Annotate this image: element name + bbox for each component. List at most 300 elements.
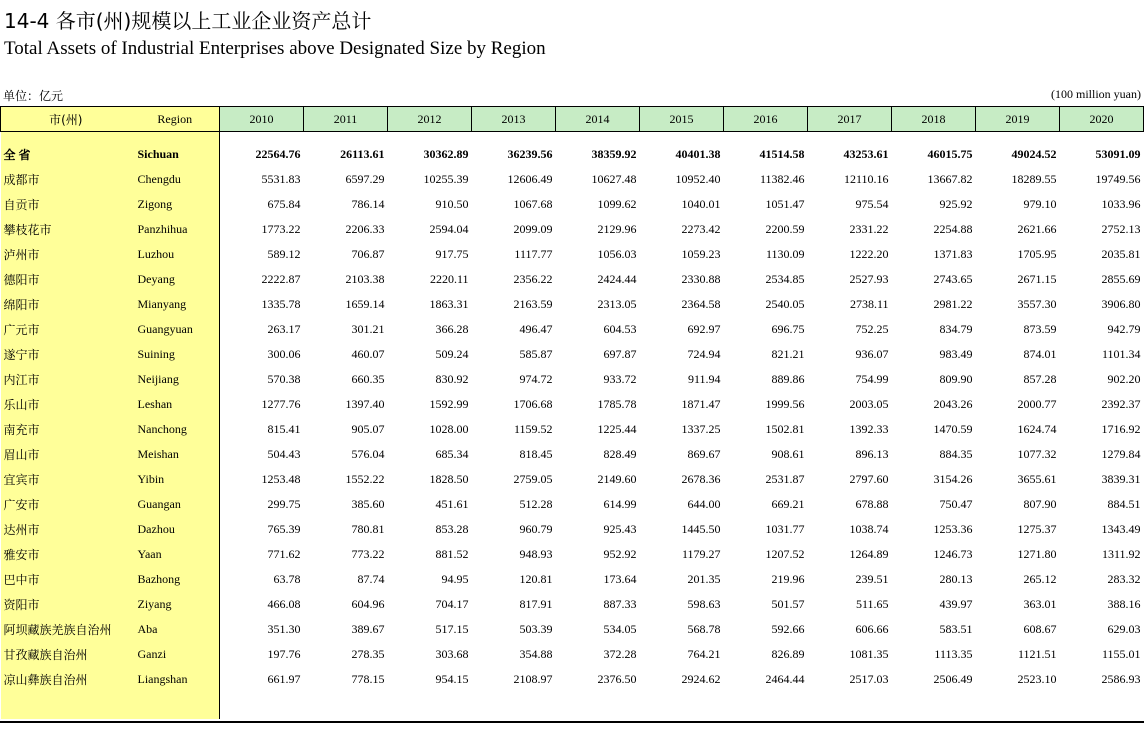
blank-cell xyxy=(220,692,304,719)
table-row xyxy=(1,217,1144,242)
cell-city: 达州市 xyxy=(1,517,131,542)
cell-value: 697.87 xyxy=(603,347,637,361)
cell-value: 3839.31 xyxy=(1101,472,1141,486)
blank-cell xyxy=(892,132,976,143)
cell-value: 576.04 xyxy=(351,447,385,461)
blank-cell xyxy=(892,692,976,719)
cell-value: 2220.11 xyxy=(429,272,469,286)
unit-label-en: (100 million yuan) xyxy=(1051,87,1141,101)
cell-city: 甘孜藏族自治州 xyxy=(1,642,131,667)
cell-value: 2200.59 xyxy=(765,222,805,236)
cell-value: 2797.60 xyxy=(849,472,889,486)
cell-value: 389.67 xyxy=(351,622,385,636)
table-row xyxy=(1,367,1144,392)
cell-value: 372.28 xyxy=(603,647,637,661)
cell-value: 925.43 xyxy=(603,522,637,536)
cell-value: 2540.05 xyxy=(765,297,805,311)
cell-city: 内江市 xyxy=(1,367,131,392)
cell-value: 773.22 xyxy=(351,547,385,561)
cell-value: 830.92 xyxy=(435,372,469,386)
column-header-year: 2010 xyxy=(220,107,304,132)
cell-value: 3154.26 xyxy=(933,472,973,486)
cell-value: 704.17 xyxy=(435,597,469,611)
cell-value: 18289.55 xyxy=(1011,172,1057,186)
cell-value: 2035.81 xyxy=(1101,247,1141,261)
cell-value: 496.47 xyxy=(519,322,553,336)
cell-value: 818.45 xyxy=(519,447,553,461)
cell-value: 2678.36 xyxy=(681,472,721,486)
table-bottom-rule xyxy=(0,721,1144,723)
cell-value: 43253.61 xyxy=(843,147,889,161)
cell-value: 1056.03 xyxy=(597,247,637,261)
blank-cell xyxy=(131,132,220,143)
cell-value: 1716.92 xyxy=(1101,422,1141,436)
cell-value: 2108.97 xyxy=(513,672,553,686)
blank-cell xyxy=(556,132,640,143)
column-header-city: 市(州) xyxy=(1,107,131,132)
cell-value: 936.07 xyxy=(855,347,889,361)
cell-value: 2003.05 xyxy=(849,397,889,411)
cell-value: 363.01 xyxy=(1023,597,1057,611)
cell-value: 1470.59 xyxy=(933,422,973,436)
cell-value: 466.08 xyxy=(267,597,301,611)
cell-value: 3906.80 xyxy=(1101,297,1141,311)
blank-cell xyxy=(724,692,808,719)
cell-value: 1502.81 xyxy=(765,422,805,436)
cell-value: 815.41 xyxy=(267,422,301,436)
cell-value: 1031.77 xyxy=(765,522,805,536)
table-row xyxy=(1,567,1144,592)
blank-cell xyxy=(808,132,892,143)
cell-value: 385.60 xyxy=(351,497,385,511)
cell-value: 2356.22 xyxy=(513,272,553,286)
cell-value: 2752.13 xyxy=(1101,222,1141,236)
cell-city: 绵阳市 xyxy=(1,292,131,317)
cell-value: 1159.52 xyxy=(513,422,553,436)
cell-city: 阿坝藏族羌族自治州 xyxy=(1,617,131,642)
cell-value: 764.21 xyxy=(687,647,721,661)
cell-value: 219.96 xyxy=(771,572,805,586)
cell-value: 750.47 xyxy=(939,497,973,511)
table-header-row xyxy=(1,107,1144,132)
table-row xyxy=(1,542,1144,567)
cell-value: 887.33 xyxy=(603,597,637,611)
cell-value: 1659.14 xyxy=(345,297,385,311)
cell-value: 2531.87 xyxy=(765,472,805,486)
blank-cell xyxy=(388,692,472,719)
cell-value: 570.38 xyxy=(267,372,301,386)
cell-value: 608.67 xyxy=(1023,622,1057,636)
blank-cell xyxy=(472,132,556,143)
cell-value: 1121.51 xyxy=(1017,647,1057,661)
cell-value: 354.88 xyxy=(519,647,553,661)
cell-value: 301.21 xyxy=(351,322,385,336)
cell-value: 36239.56 xyxy=(507,147,553,161)
cell-value: 2330.88 xyxy=(681,272,721,286)
cell-value: 942.79 xyxy=(1107,322,1141,336)
cell-value: 1335.78 xyxy=(261,297,301,311)
cell-value: 884.51 xyxy=(1107,497,1141,511)
cell-value: 1706.68 xyxy=(513,397,553,411)
cell-city: 南充市 xyxy=(1,417,131,442)
cell-value: 2594.04 xyxy=(429,222,469,236)
cell-value: 1059.23 xyxy=(681,247,721,261)
cell-value: 40401.38 xyxy=(675,147,721,161)
cell-value: 826.89 xyxy=(771,647,805,661)
cell-value: 884.35 xyxy=(939,447,973,461)
cell-value: 807.90 xyxy=(1023,497,1057,511)
cell-region: Leshan xyxy=(131,392,220,417)
cell-value: 2621.66 xyxy=(1017,222,1057,236)
cell-region: Ziyang xyxy=(131,592,220,617)
table-row xyxy=(1,492,1144,517)
cell-city: 德阳市 xyxy=(1,267,131,292)
table-row xyxy=(1,667,1144,692)
cell-value: 19749.56 xyxy=(1095,172,1141,186)
cell-value: 960.79 xyxy=(519,522,553,536)
cell-value: 1271.80 xyxy=(1017,547,1057,561)
cell-value: 38359.92 xyxy=(591,147,637,161)
cell-value: 120.81 xyxy=(519,572,553,586)
cell-value: 952.92 xyxy=(603,547,637,561)
cell-value: 49024.52 xyxy=(1011,147,1057,161)
cell-value: 280.13 xyxy=(939,572,973,586)
cell-city: 泸州市 xyxy=(1,242,131,267)
cell-city: 雅安市 xyxy=(1,542,131,567)
cell-value: 239.51 xyxy=(855,572,889,586)
table-row xyxy=(1,442,1144,467)
table-row xyxy=(1,517,1144,542)
cell-value: 1253.36 xyxy=(933,522,973,536)
cell-value: 46015.75 xyxy=(927,147,973,161)
cell-value: 303.68 xyxy=(435,647,469,661)
column-header-year: 2019 xyxy=(976,107,1060,132)
cell-region: Meishan xyxy=(131,442,220,467)
cell-value: 1785.78 xyxy=(597,397,637,411)
cell-value: 889.86 xyxy=(771,372,805,386)
blank-cell xyxy=(304,692,388,719)
cell-value: 754.99 xyxy=(855,372,889,386)
table-body xyxy=(1,132,1144,720)
table-row xyxy=(1,242,1144,267)
cell-value: 661.97 xyxy=(267,672,301,686)
cell-value: 1397.40 xyxy=(345,397,385,411)
cell-value: 2099.09 xyxy=(513,222,553,236)
cell-value: 2523.10 xyxy=(1017,672,1057,686)
cell-value: 817.91 xyxy=(519,597,553,611)
cell-region: Zigong xyxy=(131,192,220,217)
cell-value: 598.63 xyxy=(687,597,721,611)
blank-cell xyxy=(976,692,1060,719)
cell-value: 1705.95 xyxy=(1017,247,1057,261)
column-header-year: 2014 xyxy=(556,107,640,132)
cell-value: 771.62 xyxy=(267,547,301,561)
cell-value: 1225.44 xyxy=(597,422,637,436)
cell-value: 1081.35 xyxy=(849,647,889,661)
cell-value: 583.51 xyxy=(939,622,973,636)
cell-value: 606.66 xyxy=(855,622,889,636)
cell-value: 869.67 xyxy=(687,447,721,461)
cell-region: Yaan xyxy=(131,542,220,567)
cell-region: Neijiang xyxy=(131,367,220,392)
cell-value: 2981.22 xyxy=(933,297,973,311)
blank-cell xyxy=(1,692,131,719)
cell-value: 1264.89 xyxy=(849,547,889,561)
cell-region: Panzhihua xyxy=(131,217,220,242)
cell-region: Ganzi xyxy=(131,642,220,667)
cell-value: 1113.35 xyxy=(934,647,973,661)
cell-value: 2424.44 xyxy=(597,272,637,286)
cell-value: 11382.46 xyxy=(759,172,805,186)
cell-value: 1130.09 xyxy=(765,247,805,261)
cell-value: 10627.48 xyxy=(591,172,637,186)
cell-value: 675.84 xyxy=(267,197,301,211)
cell-value: 2000.77 xyxy=(1017,397,1057,411)
cell-city: 成都市 xyxy=(1,167,131,192)
cell-value: 197.76 xyxy=(267,647,301,661)
cell-value: 902.20 xyxy=(1107,372,1141,386)
cell-value: 908.61 xyxy=(771,447,805,461)
cell-value: 1179.27 xyxy=(681,547,721,561)
cell-value: 2206.33 xyxy=(345,222,385,236)
cell-city: 宜宾市 xyxy=(1,467,131,492)
cell-value: 589.12 xyxy=(267,247,301,261)
cell-region: Yibin xyxy=(131,467,220,492)
cell-value: 780.81 xyxy=(351,522,385,536)
cell-region: Liangshan xyxy=(131,667,220,692)
cell-value: 592.66 xyxy=(771,622,805,636)
cell-value: 857.28 xyxy=(1023,372,1057,386)
column-header-year: 2020 xyxy=(1060,107,1144,132)
cell-value: 2103.38 xyxy=(345,272,385,286)
cell-value: 2392.37 xyxy=(1101,397,1141,411)
cell-value: 504.43 xyxy=(267,447,301,461)
cell-value: 2855.69 xyxy=(1101,272,1141,286)
cell-value: 765.39 xyxy=(267,522,301,536)
cell-value: 1624.74 xyxy=(1017,422,1057,436)
cell-city: 眉山市 xyxy=(1,442,131,467)
cell-value: 1343.49 xyxy=(1101,522,1141,536)
cell-value: 614.99 xyxy=(603,497,637,511)
cell-value: 2313.05 xyxy=(597,297,637,311)
table-row xyxy=(1,467,1144,492)
cell-region: Chengdu xyxy=(131,167,220,192)
table-row xyxy=(1,617,1144,642)
cell-value: 2743.65 xyxy=(933,272,973,286)
cell-value: 2043.26 xyxy=(933,397,973,411)
table-row xyxy=(1,292,1144,317)
column-header-year: 2017 xyxy=(808,107,892,132)
blank-cell xyxy=(808,692,892,719)
cell-value: 511.65 xyxy=(855,597,889,611)
blank-cell xyxy=(388,132,472,143)
cell-value: 660.35 xyxy=(351,372,385,386)
cell-value: 26113.61 xyxy=(340,147,385,161)
cell-value: 2149.60 xyxy=(597,472,637,486)
cell-value: 1040.01 xyxy=(681,197,721,211)
cell-value: 30362.89 xyxy=(423,147,469,161)
cell-value: 1246.73 xyxy=(933,547,973,561)
cell-value: 2738.11 xyxy=(849,297,889,311)
cell-value: 1863.31 xyxy=(429,297,469,311)
cell-value: 265.12 xyxy=(1023,572,1057,586)
cell-value: 451.61 xyxy=(435,497,469,511)
cell-value: 283.32 xyxy=(1107,572,1141,586)
column-header-year: 2012 xyxy=(388,107,472,132)
cell-value: 1445.50 xyxy=(681,522,721,536)
cell-value: 5531.83 xyxy=(261,172,301,186)
cell-value: 10952.40 xyxy=(675,172,721,186)
cell-value: 1275.37 xyxy=(1017,522,1057,536)
cell-value: 692.97 xyxy=(687,322,721,336)
cell-value: 278.35 xyxy=(351,647,385,661)
cell-value: 503.39 xyxy=(519,622,553,636)
cell-value: 1552.22 xyxy=(345,472,385,486)
cell-value: 1038.74 xyxy=(849,522,889,536)
cell-value: 685.34 xyxy=(435,447,469,461)
blank-cell xyxy=(472,692,556,719)
cell-value: 53091.09 xyxy=(1095,147,1141,161)
cell-city: 巴中市 xyxy=(1,567,131,592)
cell-city: 乐山市 xyxy=(1,392,131,417)
cell-value: 299.75 xyxy=(267,497,301,511)
cell-value: 534.05 xyxy=(603,622,637,636)
column-header-year: 2011 xyxy=(304,107,388,132)
blank-cell xyxy=(1060,132,1144,143)
cell-value: 724.94 xyxy=(687,347,721,361)
cell-value: 1207.52 xyxy=(765,547,805,561)
cell-value: 669.21 xyxy=(771,497,805,511)
cell-value: 388.16 xyxy=(1107,597,1141,611)
cell-value: 1155.01 xyxy=(1101,647,1141,661)
column-header-year: 2015 xyxy=(640,107,724,132)
page-title-en: Total Assets of Industrial Enterprises above Designated Size by Region xyxy=(4,38,546,59)
cell-value: 948.93 xyxy=(519,547,553,561)
blank-cell xyxy=(556,692,640,719)
cell-value: 933.72 xyxy=(603,372,637,386)
cell-value: 2527.93 xyxy=(849,272,889,286)
cell-value: 604.96 xyxy=(351,597,385,611)
cell-region: Suining xyxy=(131,342,220,367)
cell-value: 509.24 xyxy=(435,347,469,361)
cell-value: 3557.30 xyxy=(1017,297,1057,311)
cell-value: 2924.62 xyxy=(681,672,721,686)
cell-value: 1337.25 xyxy=(681,422,721,436)
cell-value: 1392.33 xyxy=(849,422,889,436)
cell-value: 512.28 xyxy=(519,497,553,511)
table-row xyxy=(1,267,1144,292)
cell-value: 678.88 xyxy=(855,497,889,511)
cell-value: 706.87 xyxy=(351,247,385,261)
cell-city: 凉山彝族自治州 xyxy=(1,667,131,692)
cell-value: 1101.34 xyxy=(1101,347,1141,361)
cell-region: Deyang xyxy=(131,267,220,292)
cell-value: 828.49 xyxy=(603,447,637,461)
cell-value: 1051.47 xyxy=(765,197,805,211)
table-row xyxy=(1,642,1144,667)
unit-label-cn: 单位：亿元 xyxy=(3,89,64,103)
cell-value: 2222.87 xyxy=(261,272,301,286)
cell-region: Bazhong xyxy=(131,567,220,592)
cell-value: 1067.68 xyxy=(513,197,553,211)
cell-value: 263.17 xyxy=(267,322,301,336)
cell-city: 自贡市 xyxy=(1,192,131,217)
cell-value: 975.54 xyxy=(855,197,889,211)
column-header-year: 2016 xyxy=(724,107,808,132)
cell-value: 22564.76 xyxy=(255,147,301,161)
cell-value: 1028.00 xyxy=(429,422,469,436)
cell-value: 644.00 xyxy=(687,497,721,511)
cell-value: 1311.92 xyxy=(1101,547,1141,561)
cell-value: 12606.49 xyxy=(507,172,553,186)
cell-city: 广安市 xyxy=(1,492,131,517)
blank-cell xyxy=(640,692,724,719)
cell-value: 1077.32 xyxy=(1017,447,1057,461)
cell-value: 873.59 xyxy=(1023,322,1057,336)
cell-city: 资阳市 xyxy=(1,592,131,617)
cell-value: 910.50 xyxy=(435,197,469,211)
cell-value: 881.52 xyxy=(435,547,469,561)
cell-value: 2671.15 xyxy=(1017,272,1057,286)
cell-value: 2331.22 xyxy=(849,222,889,236)
table-row xyxy=(1,417,1144,442)
cell-value: 63.78 xyxy=(273,572,301,586)
cell-value: 1033.96 xyxy=(1101,197,1141,211)
cell-value: 1828.50 xyxy=(429,472,469,486)
cell-city: 全省 xyxy=(1,142,131,167)
cell-value: 439.97 xyxy=(939,597,973,611)
assets-table xyxy=(0,106,1144,719)
cell-value: 925.92 xyxy=(939,197,973,211)
cell-value: 2517.03 xyxy=(849,672,889,686)
blank-cell xyxy=(304,132,388,143)
spacer-row xyxy=(1,132,1144,143)
cell-region: Guangan xyxy=(131,492,220,517)
cell-value: 1592.99 xyxy=(429,397,469,411)
cell-value: 2273.42 xyxy=(681,222,721,236)
blank-cell xyxy=(640,132,724,143)
cell-value: 905.07 xyxy=(351,422,385,436)
cell-value: 2759.05 xyxy=(513,472,553,486)
cell-region: Mianyang xyxy=(131,292,220,317)
cell-value: 1371.83 xyxy=(933,247,973,261)
cell-value: 1117.77 xyxy=(514,247,553,261)
cell-value: 2534.85 xyxy=(765,272,805,286)
cell-value: 94.95 xyxy=(441,572,469,586)
cell-value: 41514.58 xyxy=(759,147,805,161)
cell-value: 2254.88 xyxy=(933,222,973,236)
cell-region: Sichuan xyxy=(131,142,220,167)
cell-value: 1222.20 xyxy=(849,247,889,261)
cell-value: 351.30 xyxy=(267,622,301,636)
table-row xyxy=(1,592,1144,617)
cell-value: 752.25 xyxy=(855,322,889,336)
cell-value: 1999.56 xyxy=(765,397,805,411)
filler-row xyxy=(1,692,1144,719)
cell-region: Guangyuan xyxy=(131,317,220,342)
cell-value: 1277.76 xyxy=(261,397,301,411)
cell-value: 2586.93 xyxy=(1101,672,1141,686)
table-row xyxy=(1,317,1144,342)
cell-value: 13667.82 xyxy=(927,172,973,186)
cell-value: 821.21 xyxy=(771,347,805,361)
cell-value: 517.15 xyxy=(435,622,469,636)
cell-value: 1253.48 xyxy=(261,472,301,486)
cell-value: 585.87 xyxy=(519,347,553,361)
blank-cell xyxy=(131,692,220,719)
cell-value: 778.15 xyxy=(351,672,385,686)
column-header-region: Region xyxy=(131,107,220,132)
